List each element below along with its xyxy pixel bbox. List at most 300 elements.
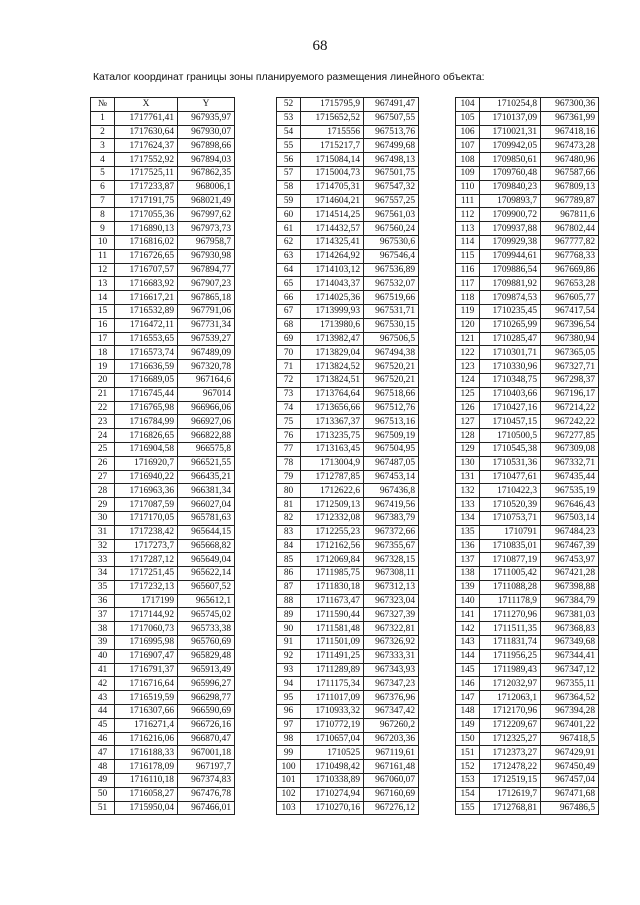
x-coordinate: 1715556 — [301, 125, 364, 139]
point-number: 41 — [91, 663, 115, 677]
table-row — [277, 580, 419, 594]
y-coordinate: 967509,19 — [364, 429, 419, 443]
point-number: 30 — [91, 511, 115, 525]
point-number: 124 — [456, 373, 480, 387]
x-coordinate: 1713824,51 — [301, 373, 364, 387]
y-coordinate: 966870,47 — [178, 732, 235, 746]
table-row — [456, 498, 599, 512]
table-row — [277, 332, 419, 346]
point-number: 137 — [456, 553, 480, 567]
x-coordinate: 1710274,94 — [301, 787, 364, 801]
point-number: 11 — [91, 249, 115, 263]
point-number: 44 — [91, 705, 115, 719]
table-row — [456, 594, 599, 608]
point-number: 69 — [277, 332, 301, 346]
x-coordinate: 1711956,25 — [480, 649, 541, 663]
point-number: 97 — [277, 718, 301, 732]
x-coordinate: 1713764,64 — [301, 387, 364, 401]
table-row — [456, 222, 599, 236]
table-row — [456, 801, 599, 815]
table-row — [456, 208, 599, 222]
y-coordinate: 967160,69 — [364, 787, 419, 801]
y-coordinate: 966435,21 — [178, 470, 235, 484]
table-row — [456, 663, 599, 677]
y-coordinate: 967646,43 — [541, 498, 599, 512]
table-row — [277, 442, 419, 456]
x-coordinate: 1709900,72 — [480, 208, 541, 222]
table-row — [456, 511, 599, 525]
point-number: 112 — [456, 208, 480, 222]
x-coordinate: 1710753,71 — [480, 511, 541, 525]
table-row — [91, 498, 235, 512]
x-coordinate: 1710422,3 — [480, 484, 541, 498]
y-coordinate: 967507,55 — [364, 111, 419, 125]
y-coordinate: 966027,04 — [178, 498, 235, 512]
x-coordinate: 1711501,09 — [301, 636, 364, 650]
table-row — [277, 373, 419, 387]
y-coordinate: 967383,79 — [364, 511, 419, 525]
table-row — [91, 249, 235, 263]
y-coordinate: 967344,41 — [541, 649, 599, 663]
table-row — [277, 456, 419, 470]
page-number: 68 — [312, 38, 328, 54]
point-number: 25 — [91, 442, 115, 456]
point-number: 82 — [277, 511, 301, 525]
point-number: 71 — [277, 360, 301, 374]
table-row — [277, 415, 419, 429]
point-number: 74 — [277, 401, 301, 415]
table-row — [456, 677, 599, 691]
x-coordinate: 1714604,21 — [301, 194, 364, 208]
point-number: 153 — [456, 774, 480, 788]
point-number: 13 — [91, 277, 115, 291]
y-coordinate: 967349,68 — [541, 636, 599, 650]
point-number: 28 — [91, 484, 115, 498]
table-row — [456, 760, 599, 774]
y-coordinate: 967365,05 — [541, 346, 599, 360]
x-coordinate: 1710403,66 — [480, 387, 541, 401]
table-row — [91, 636, 235, 650]
x-coordinate: 1709942,05 — [480, 139, 541, 153]
point-number: 135 — [456, 525, 480, 539]
table-row — [456, 456, 599, 470]
y-coordinate: 967791,06 — [178, 304, 235, 318]
x-coordinate: 1716553,65 — [115, 332, 178, 346]
point-number: 24 — [91, 429, 115, 443]
y-coordinate: 966590,69 — [178, 705, 235, 719]
point-number: 72 — [277, 373, 301, 387]
table-row — [91, 594, 235, 608]
table-row — [277, 387, 419, 401]
table-row — [277, 746, 419, 760]
x-coordinate: 1716890,13 — [115, 222, 178, 236]
y-coordinate: 967489,09 — [178, 346, 235, 360]
table-row — [277, 787, 419, 801]
x-coordinate: 1709760,48 — [480, 166, 541, 180]
table-row — [277, 760, 419, 774]
point-number: 51 — [91, 801, 115, 815]
y-coordinate: 967380,94 — [541, 332, 599, 346]
x-coordinate: 1709944,61 — [480, 249, 541, 263]
table-row — [277, 346, 419, 360]
table-row — [91, 263, 235, 277]
x-coordinate: 1717233,87 — [115, 180, 178, 194]
x-coordinate: 1716271,4 — [115, 718, 178, 732]
x-coordinate: 1715652,52 — [301, 111, 364, 125]
y-coordinate: 967453,97 — [541, 553, 599, 567]
table-row — [456, 774, 599, 788]
table-row — [456, 649, 599, 663]
point-number: 39 — [91, 636, 115, 650]
y-coordinate: 967326,92 — [364, 636, 419, 650]
point-number: 89 — [277, 608, 301, 622]
point-number: 93 — [277, 663, 301, 677]
y-coordinate: 965760,69 — [178, 636, 235, 650]
table-row — [277, 774, 419, 788]
point-number: 49 — [91, 774, 115, 788]
y-coordinate: 967332,71 — [541, 456, 599, 470]
y-coordinate: 967669,86 — [541, 263, 599, 277]
x-coordinate: 1712170,96 — [480, 705, 541, 719]
table-row — [456, 525, 599, 539]
point-number: 113 — [456, 222, 480, 236]
x-coordinate: 1710500,5 — [480, 429, 541, 443]
y-coordinate: 967435,44 — [541, 470, 599, 484]
point-number: 57 — [277, 166, 301, 180]
x-coordinate: 1716573,74 — [115, 346, 178, 360]
table-row — [91, 732, 235, 746]
x-coordinate: 1714103,12 — [301, 263, 364, 277]
x-coordinate: 1714264,92 — [301, 249, 364, 263]
x-coordinate: 1710525 — [301, 746, 364, 760]
x-coordinate: 1710835,01 — [480, 539, 541, 553]
x-coordinate: 1716920,7 — [115, 456, 178, 470]
x-coordinate: 1714432,57 — [301, 222, 364, 236]
y-coordinate: 967361,99 — [541, 111, 599, 125]
x-coordinate: 1712619,7 — [480, 787, 541, 801]
point-number: 26 — [91, 456, 115, 470]
y-coordinate: 967323,04 — [364, 594, 419, 608]
x-coordinate: 1716519,59 — [115, 691, 178, 705]
x-coordinate: 1716995,98 — [115, 636, 178, 650]
x-coordinate: 1710933,32 — [301, 705, 364, 719]
y-coordinate: 967531,71 — [364, 304, 419, 318]
table-row — [277, 360, 419, 374]
point-number: 148 — [456, 705, 480, 719]
x-coordinate: 1710348,75 — [480, 373, 541, 387]
point-number: 91 — [277, 636, 301, 650]
point-number: 118 — [456, 291, 480, 305]
table-row — [91, 663, 235, 677]
point-number: 147 — [456, 691, 480, 705]
y-coordinate: 967161,48 — [364, 760, 419, 774]
point-number: 38 — [91, 622, 115, 636]
x-coordinate: 1709881,92 — [480, 277, 541, 291]
table-row — [91, 442, 235, 456]
x-coordinate: 1712255,23 — [301, 525, 364, 539]
table-row — [456, 166, 599, 180]
y-coordinate: 967242,22 — [541, 415, 599, 429]
point-number: 94 — [277, 677, 301, 691]
x-coordinate: 1710531,36 — [480, 456, 541, 470]
point-number: 90 — [277, 622, 301, 636]
table-row — [91, 760, 235, 774]
x-coordinate: 1709874,53 — [480, 291, 541, 305]
point-number: 27 — [91, 470, 115, 484]
table-row — [277, 553, 419, 567]
y-coordinate: 966381,34 — [178, 484, 235, 498]
table-row — [277, 594, 419, 608]
y-coordinate: 967520,21 — [364, 360, 419, 374]
table-row — [456, 484, 599, 498]
y-coordinate: 968021,49 — [178, 194, 235, 208]
table-row — [91, 222, 235, 236]
x-coordinate: 1709893,7 — [480, 194, 541, 208]
table-row — [91, 304, 235, 318]
x-coordinate: 1716716,64 — [115, 677, 178, 691]
x-coordinate: 1709886,54 — [480, 263, 541, 277]
table-row — [91, 401, 235, 415]
y-coordinate: 965649,04 — [178, 553, 235, 567]
point-number: 5 — [91, 166, 115, 180]
point-number: 50 — [91, 787, 115, 801]
table-row — [91, 456, 235, 470]
point-number: 35 — [91, 580, 115, 594]
x-coordinate: 1710457,15 — [480, 415, 541, 429]
x-coordinate: 1711178,9 — [480, 594, 541, 608]
point-number: 65 — [277, 277, 301, 291]
table-row — [277, 677, 419, 691]
table-row — [456, 567, 599, 581]
x-coordinate: 1716940,22 — [115, 470, 178, 484]
point-number: 125 — [456, 387, 480, 401]
table-row — [456, 180, 599, 194]
point-number: 64 — [277, 263, 301, 277]
y-coordinate: 967487,05 — [364, 456, 419, 470]
x-coordinate: 1713829,04 — [301, 346, 364, 360]
x-coordinate: 1710498,42 — [301, 760, 364, 774]
point-number: 87 — [277, 580, 301, 594]
y-coordinate: 965829,48 — [178, 649, 235, 663]
table-row — [91, 277, 235, 291]
x-coordinate: 1712768,81 — [480, 801, 541, 815]
table-row — [91, 718, 235, 732]
y-coordinate: 967327,71 — [541, 360, 599, 374]
x-coordinate: 1709850,61 — [480, 153, 541, 167]
y-coordinate: 967546,4 — [364, 249, 419, 263]
table-row — [91, 553, 235, 567]
table-row — [456, 470, 599, 484]
x-coordinate: 1710137,09 — [480, 111, 541, 125]
y-coordinate: 967322,81 — [364, 622, 419, 636]
table-row — [456, 291, 599, 305]
y-coordinate: 967347,42 — [364, 705, 419, 719]
x-coordinate: 1716707,57 — [115, 263, 178, 277]
point-number: 131 — [456, 470, 480, 484]
table-row — [91, 332, 235, 346]
x-coordinate: 1710254,8 — [480, 98, 541, 112]
y-coordinate: 965996,27 — [178, 677, 235, 691]
table-row — [277, 663, 419, 677]
x-coordinate: 1716963,36 — [115, 484, 178, 498]
x-coordinate: 1716110,18 — [115, 774, 178, 788]
y-coordinate: 967473,28 — [541, 139, 599, 153]
table-row — [456, 401, 599, 415]
point-number: 99 — [277, 746, 301, 760]
y-coordinate: 967513,16 — [364, 415, 419, 429]
table-row — [456, 153, 599, 167]
x-coordinate: 1712622,6 — [301, 484, 364, 498]
y-coordinate: 967421,28 — [541, 567, 599, 581]
y-coordinate: 967394,28 — [541, 705, 599, 719]
point-number: 116 — [456, 263, 480, 277]
x-coordinate: 1713656,66 — [301, 401, 364, 415]
y-coordinate: 965622,14 — [178, 567, 235, 581]
x-coordinate: 1715217,7 — [301, 139, 364, 153]
x-coordinate: 1716784,99 — [115, 415, 178, 429]
point-number: 42 — [91, 677, 115, 691]
x-coordinate: 1711831,74 — [480, 636, 541, 650]
y-coordinate: 967560,24 — [364, 222, 419, 236]
point-number: 145 — [456, 663, 480, 677]
table-row — [91, 649, 235, 663]
table-row — [91, 153, 235, 167]
point-number: 84 — [277, 539, 301, 553]
y-coordinate: 967347,12 — [541, 663, 599, 677]
point-number: 101 — [277, 774, 301, 788]
table-row — [91, 801, 235, 815]
y-coordinate: 967907,23 — [178, 277, 235, 291]
x-coordinate: 1712509,13 — [301, 498, 364, 512]
point-number: 107 — [456, 139, 480, 153]
x-coordinate: 1713004,9 — [301, 456, 364, 470]
x-coordinate: 1717273,7 — [115, 539, 178, 553]
table-row — [277, 429, 419, 443]
y-coordinate: 967731,34 — [178, 318, 235, 332]
table-row — [277, 801, 419, 815]
table-row — [456, 732, 599, 746]
y-coordinate: 965781,63 — [178, 511, 235, 525]
table-row — [91, 180, 235, 194]
y-coordinate: 965612,1 — [178, 594, 235, 608]
table-row — [456, 373, 599, 387]
x-coordinate: 1713367,37 — [301, 415, 364, 429]
y-coordinate: 965745,02 — [178, 608, 235, 622]
y-coordinate: 966575,8 — [178, 442, 235, 456]
x-coordinate: 1717552,92 — [115, 153, 178, 167]
table-row — [277, 622, 419, 636]
header-y: Y — [178, 98, 235, 112]
y-coordinate: 966927,06 — [178, 415, 235, 429]
table-row — [277, 732, 419, 746]
x-coordinate: 1716689,05 — [115, 373, 178, 387]
table-row — [277, 511, 419, 525]
point-number: 76 — [277, 429, 301, 443]
y-coordinate: 967374,83 — [178, 774, 235, 788]
point-number: 106 — [456, 125, 480, 139]
table-row — [91, 787, 235, 801]
x-coordinate: 1717199 — [115, 594, 178, 608]
x-coordinate: 1712032,97 — [480, 677, 541, 691]
y-coordinate: 967014 — [178, 387, 235, 401]
point-number: 58 — [277, 180, 301, 194]
point-number: 126 — [456, 401, 480, 415]
point-number: 33 — [91, 553, 115, 567]
y-coordinate: 967898,66 — [178, 139, 235, 153]
point-number: 108 — [456, 153, 480, 167]
x-coordinate: 1710330,96 — [480, 360, 541, 374]
point-number: 146 — [456, 677, 480, 691]
y-coordinate: 967520,21 — [364, 373, 419, 387]
point-number: 2 — [91, 125, 115, 139]
x-coordinate: 1714514,25 — [301, 208, 364, 222]
y-coordinate: 967419,56 — [364, 498, 419, 512]
table-row — [91, 291, 235, 305]
table-row — [277, 470, 419, 484]
y-coordinate: 967368,83 — [541, 622, 599, 636]
table-row — [91, 429, 235, 443]
y-coordinate: 967484,23 — [541, 525, 599, 539]
y-coordinate: 967347,23 — [364, 677, 419, 691]
point-number: 111 — [456, 194, 480, 208]
point-number: 120 — [456, 318, 480, 332]
x-coordinate: 1716636,59 — [115, 360, 178, 374]
table-row — [277, 718, 419, 732]
point-number: 22 — [91, 401, 115, 415]
x-coordinate: 1711673,47 — [301, 594, 364, 608]
y-coordinate: 967504,95 — [364, 442, 419, 456]
table-row — [456, 139, 599, 153]
y-coordinate: 967450,49 — [541, 760, 599, 774]
point-number: 127 — [456, 415, 480, 429]
point-number: 122 — [456, 346, 480, 360]
table-row — [91, 691, 235, 705]
point-number: 105 — [456, 111, 480, 125]
y-coordinate: 967396,54 — [541, 318, 599, 332]
y-coordinate: 967467,39 — [541, 539, 599, 553]
y-coordinate: 967381,03 — [541, 608, 599, 622]
point-number: 115 — [456, 249, 480, 263]
x-coordinate: 1709937,88 — [480, 222, 541, 236]
y-coordinate: 967809,13 — [541, 180, 599, 194]
x-coordinate: 1717060,73 — [115, 622, 178, 636]
x-coordinate: 1716216,06 — [115, 732, 178, 746]
y-coordinate: 967364,52 — [541, 691, 599, 705]
x-coordinate: 1717144,92 — [115, 608, 178, 622]
y-coordinate: 965644,15 — [178, 525, 235, 539]
y-coordinate: 967501,75 — [364, 166, 419, 180]
y-coordinate: 967398,88 — [541, 580, 599, 594]
point-number: 79 — [277, 470, 301, 484]
y-coordinate: 966966,06 — [178, 401, 235, 415]
y-coordinate: 967557,25 — [364, 194, 419, 208]
point-number: 83 — [277, 525, 301, 539]
point-number: 151 — [456, 746, 480, 760]
point-number: 77 — [277, 442, 301, 456]
y-coordinate: 967471,68 — [541, 787, 599, 801]
y-coordinate: 967214,22 — [541, 401, 599, 415]
x-coordinate: 1717761,41 — [115, 111, 178, 125]
point-number: 95 — [277, 691, 301, 705]
point-number: 128 — [456, 429, 480, 443]
table-row — [456, 787, 599, 801]
y-coordinate: 967894,03 — [178, 153, 235, 167]
point-number: 130 — [456, 456, 480, 470]
y-coordinate: 967935,97 — [178, 111, 235, 125]
y-coordinate: 967277,85 — [541, 429, 599, 443]
header-x: X — [115, 98, 178, 112]
y-coordinate: 967605,77 — [541, 291, 599, 305]
